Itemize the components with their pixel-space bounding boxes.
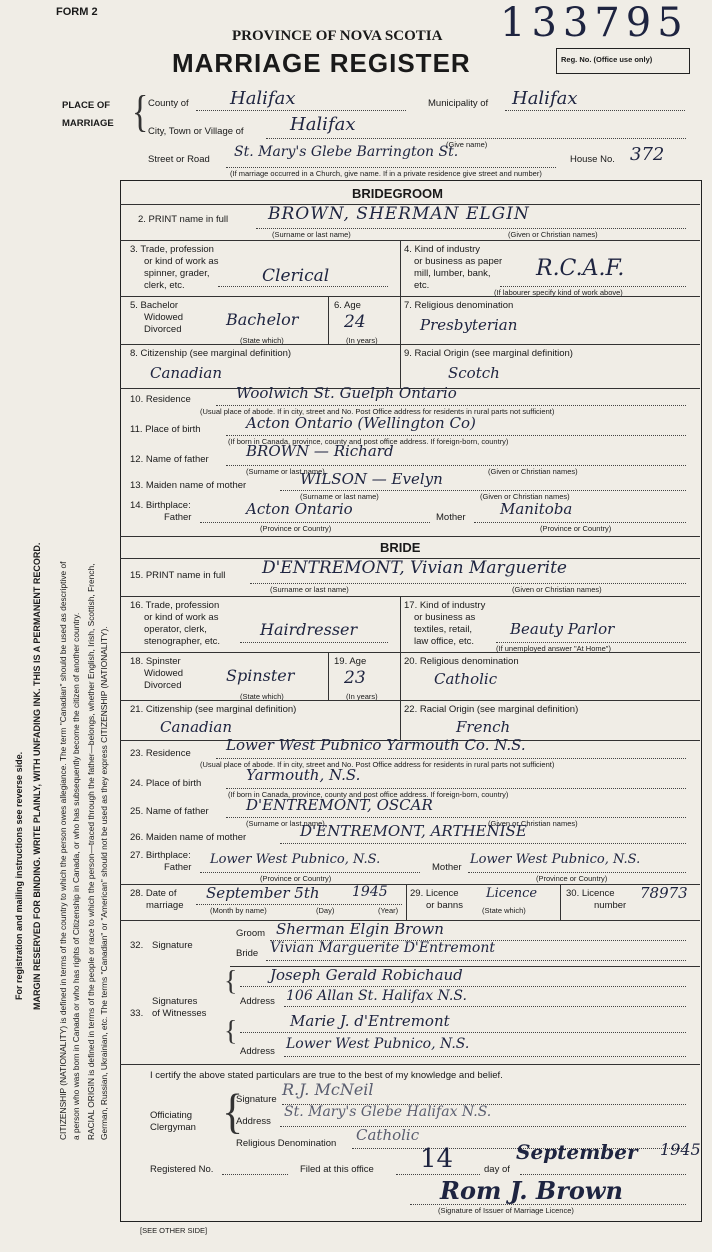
- bride-mother-birth-value: Lower West Pubnico, N.S.: [470, 852, 641, 867]
- form-number: FORM 2: [56, 6, 98, 18]
- gt2: or kind of work as: [144, 256, 219, 267]
- bride-age-hint: (In years): [346, 692, 378, 701]
- groom-religion-value: Presbyterian: [420, 316, 518, 334]
- marriage-date-label: [130, 888, 184, 912]
- bride-father-value: D'ENTREMONT, OSCAR: [246, 796, 433, 814]
- bride-given-hint: (Given or Christian names): [512, 585, 602, 594]
- gml: [280, 490, 686, 491]
- clergy-denomination-label: Religious Denomination: [236, 1138, 337, 1149]
- clergy-address: St. Mary's Glebe Halifax N.S.: [284, 1104, 492, 1120]
- w1l: [240, 986, 686, 987]
- groom-mother-label: 13. Maiden name of mother: [130, 480, 247, 491]
- margin-racial-def: RACIAL ORIGIN is defined in terms of the people or race to which the person—traced through the father—belongs, whether English, Irish, Scottish, French,: [86, 563, 96, 1140]
- md2: marriage: [146, 900, 184, 911]
- fml: [520, 1174, 686, 1175]
- bride-trade-value: Hairdresser: [260, 620, 358, 639]
- county-line: [196, 110, 406, 111]
- bride-citizenship-label: 21. Citizenship (see marginal definition): [130, 704, 297, 715]
- street-label: Street or Road: [148, 154, 210, 165]
- bt1: 16. Trade, profession: [130, 600, 220, 611]
- bi3: textiles, retail,: [414, 624, 473, 635]
- licence-number-label: [566, 888, 626, 912]
- witness2-address-label: Address: [240, 1046, 275, 1057]
- bride-father-label: 25. Name of father: [130, 806, 209, 817]
- licence-state-which: (State which): [482, 906, 526, 915]
- groom-age-label: 6. Age: [334, 300, 361, 311]
- margin-citizenship-def: CITIZENSHIP (NATIONALITY) is defined in terms of the country to which the person owes allegiance. The term "Canadian" should be used as descriptive of: [58, 561, 68, 1140]
- municipality-line: [505, 110, 685, 111]
- margin-racial-def-2: German, Russian, Ukrainian, etc. The terms "Canadian" or "American" should not be used as they express CITIZENSHIP (NATIONALITY).: [99, 626, 109, 1140]
- groom-name-line: [256, 228, 686, 229]
- bi4: law office, etc.: [414, 636, 475, 647]
- clergy-bracket: {: [222, 1084, 244, 1139]
- bride-trade-label: [130, 600, 220, 648]
- bbl: [226, 788, 686, 789]
- gt4: clerk, etc.: [144, 280, 185, 291]
- marriage-label: MARRIAGE: [62, 118, 114, 129]
- groom-residence-label: 10. Residence: [130, 394, 191, 405]
- fdl: [396, 1174, 480, 1175]
- rnl: [222, 1174, 288, 1175]
- r1: [120, 240, 700, 241]
- groom-father-prov-hint: (Province or Country): [260, 524, 332, 533]
- groom-industry-note: (If labourer specify kind of work above): [494, 288, 623, 297]
- r8: [120, 700, 700, 701]
- bride-mother-label: 26. Maiden name of mother: [130, 832, 247, 843]
- groom-name-label: [138, 214, 228, 225]
- groom-status-value: Bachelor: [226, 310, 299, 329]
- licence-type-label: [410, 888, 463, 912]
- bride-mother-value: D'ENTREMONT, ARTHENISE: [300, 822, 527, 840]
- see-other-side: [SEE OTHER SIDE]: [140, 1226, 208, 1235]
- year-hint: (Year): [378, 906, 399, 915]
- place-bracket: {: [132, 88, 149, 137]
- bride-birthplace-note: (If born in Canada, province, county and post office address. If foreign-born, country): [228, 790, 509, 799]
- bs1: 18. Spinster: [130, 656, 181, 667]
- filed-label: Filed at this office: [300, 1164, 374, 1175]
- w1al: [284, 1006, 686, 1007]
- bride-industry-value: Beauty Parlor: [510, 620, 615, 638]
- city-value: Halifax: [290, 114, 356, 135]
- gt1: 3. Trade, profession: [130, 244, 214, 255]
- gbl: [226, 435, 686, 436]
- lt-divider: [560, 884, 561, 920]
- sig-number: 32.: [130, 940, 144, 951]
- groom-citizenship-label: 8. Citizenship (see marginal definition): [130, 348, 292, 359]
- certify-statement: I certify the above stated particulars are true to the best of my knowledge and belief.: [150, 1070, 503, 1081]
- register-number: 133795: [500, 0, 689, 46]
- r7: [120, 652, 700, 653]
- groom-age-hint: (In years): [346, 336, 378, 345]
- bride-father-surname-hint: (Surname or last name): [246, 819, 325, 828]
- bride-residence-value: Lower West Pubnico Yarmouth Co. N.S.: [226, 736, 526, 754]
- bride-father-birth-value: Lower West Pubnico, N.S.: [210, 852, 381, 867]
- groom-father-label: 12. Name of father: [130, 454, 209, 465]
- groom-state-which: (State which): [240, 336, 284, 345]
- groom-industry-label: [404, 244, 502, 292]
- bsl: [266, 960, 686, 961]
- bride-religion-value: Catholic: [434, 670, 498, 688]
- groom-residence-value: Woolwich St. Guelph Ontario: [236, 384, 457, 402]
- groom-mother-birth-label: Mother: [436, 512, 466, 523]
- groom-mother-prov-hint: (Province or Country): [540, 524, 612, 533]
- groom-racial-label: 9. Racial Origin (see marginal definition): [404, 348, 573, 359]
- bride-surname-hint: (Surname or last name): [270, 585, 349, 594]
- r5: [120, 536, 700, 537]
- gs1: 5. Bachelor: [130, 300, 179, 311]
- bride-racial-value: French: [456, 718, 511, 736]
- bride-heading: BRIDE: [380, 540, 421, 555]
- groom-mid-divider: [400, 240, 401, 388]
- bride-name-label: 15. PRINT name in full: [130, 570, 226, 581]
- groom-father-surname-hint: (Surname or last name): [246, 467, 325, 476]
- groom-signature: Sherman Elgin Brown: [276, 920, 444, 938]
- city-label: City, Town or Village of: [148, 126, 244, 137]
- page-title: MARRIAGE REGISTER: [172, 48, 471, 78]
- gfbl: [200, 522, 430, 523]
- bride-birthplace-parents-label: 27. Birthplace:: [130, 850, 191, 861]
- bride-mother-prov-hint: (Province or Country): [536, 874, 608, 883]
- bride-residence-note: (Usual place of abode. If in city, street and No. Post Office address for residents in rural parts not sufficient): [200, 760, 555, 769]
- filed-day: 14: [420, 1144, 454, 1174]
- bridegroom-heading: BRIDEGROOM: [352, 186, 443, 201]
- margin-citizenship-def-2: a person who was born in Canada or who has rights of Citizenship in Canada, or who has subsequently become the citizen of another country.: [71, 612, 81, 1140]
- r13: [120, 1064, 700, 1065]
- ln1: 30. Licence: [566, 888, 615, 899]
- bride-residence-label: 23. Residence: [130, 748, 191, 759]
- issuer-label: (Signature of Issuer of Marriage Licence): [438, 1206, 574, 1215]
- gtl: [218, 286, 388, 287]
- groom-citizenship-value: Canadian: [150, 364, 223, 382]
- witness2-address: Lower West Pubnico, N.S.: [286, 1036, 470, 1052]
- gfl: [226, 465, 686, 466]
- mdl: [196, 904, 402, 905]
- bride-racial-label: 22. Racial Origin (see marginal definition): [404, 704, 579, 715]
- r3: [120, 344, 700, 345]
- cal: [280, 1126, 686, 1127]
- bride-age-label: 19. Age: [334, 656, 367, 667]
- reg-no-box: [556, 48, 690, 74]
- filed-month: September: [516, 1140, 638, 1164]
- bs3: Divorced: [144, 680, 182, 691]
- bil: [496, 642, 686, 643]
- groom-father-value: BROWN — Richard: [246, 442, 394, 460]
- main-form-box: [120, 180, 702, 1222]
- groom-trade-label: [130, 244, 218, 292]
- bi2: or business as: [414, 612, 476, 623]
- street-line: [226, 167, 556, 168]
- bride-father-birth-label: Father: [164, 862, 192, 873]
- bride-sig-label: Bride: [236, 948, 259, 959]
- bride-age-divider: [328, 652, 329, 700]
- lt2: or banns: [426, 900, 463, 911]
- house-no-label: House No.: [570, 154, 615, 165]
- city-line: [266, 138, 686, 139]
- ln2: number: [594, 900, 627, 911]
- municipality-value: Halifax: [512, 88, 578, 109]
- witness2-signature: Marie J. d'Entremont: [290, 1012, 450, 1030]
- groom-birthplace-parents-label: 14. Birthplace:: [130, 500, 191, 511]
- filed-year: 1945: [660, 1140, 701, 1159]
- bride-mother-birth-label: Mother: [432, 862, 462, 873]
- bs2: Widowed: [144, 668, 184, 679]
- registered-no-label: Registered No.: [150, 1164, 214, 1175]
- gi1: 4. Kind of industry: [404, 244, 481, 255]
- oc2: Clergyman: [150, 1122, 196, 1133]
- bride-mid-divider: [400, 596, 401, 740]
- bfbl: [200, 872, 420, 873]
- groom-age-value: 24: [344, 312, 366, 332]
- gs3: Divorced: [144, 324, 182, 335]
- bride-father-prov-hint: (Province or Country): [260, 874, 332, 883]
- bride-industry-note: (If unemployed answer "At Home"): [496, 644, 611, 653]
- groom-sig-label: Groom: [236, 928, 266, 939]
- oc1: Officiating: [150, 1110, 193, 1121]
- groom-trade-value: Clerical: [262, 266, 330, 286]
- groom-status-label: [130, 300, 183, 336]
- witnesses-label: [152, 996, 206, 1020]
- bride-citizenship-value: Canadian: [160, 718, 233, 736]
- bride-name-value: D'ENTREMONT, Vivian Marguerite: [262, 558, 567, 578]
- clergy-signature-label: Signature: [236, 1094, 277, 1105]
- groom-father-birth-value: Acton Ontario: [246, 500, 353, 518]
- gmbl: [474, 522, 686, 523]
- groom-father-birth-label: Father: [164, 512, 192, 523]
- clergy-denomination: Catholic: [356, 1126, 420, 1144]
- witness1-signature: Joseph Gerald Robichaud: [270, 966, 463, 984]
- month-hint: (Month by name): [210, 906, 267, 915]
- bride-birthplace-label: 24. Place of birth: [130, 778, 202, 789]
- isl: [410, 1204, 686, 1205]
- groom-given-hint: (Given or Christian names): [508, 230, 598, 239]
- brl: [216, 758, 686, 759]
- street-note: (If marriage occurred in a Church, give name. If in a private residence give street and number): [230, 169, 542, 178]
- marriage-year-value: 1945: [352, 884, 388, 900]
- margin-binding-notice: MARGIN RESERVED FOR BINDING. WRITE PLAINLY, WITH UNFADING INK. THIS IS A PERMANENT RECORD.: [32, 542, 42, 1010]
- bi1: 17. Kind of industry: [404, 600, 486, 611]
- place-of-label: PLACE OF: [62, 100, 111, 111]
- bride-industry-label: [404, 600, 485, 648]
- gi4: etc.: [414, 280, 430, 291]
- bml: [280, 843, 686, 844]
- witnesses-number: 33.: [130, 1008, 144, 1019]
- groom-father-given-hint: (Given or Christian names): [488, 467, 578, 476]
- officiating-clergyman-label: [150, 1110, 196, 1134]
- bmbl: [468, 872, 686, 873]
- bride-religion-label: 20. Religious denomination: [404, 656, 519, 667]
- bt3: operator, clerk,: [144, 624, 207, 635]
- witness1-address-label: Address: [240, 996, 275, 1007]
- lt1: 29. Licence: [410, 888, 459, 899]
- w2al: [284, 1056, 686, 1057]
- gi3: mill, lumber, bank,: [414, 268, 491, 279]
- groom-racial-value: Scotch: [448, 364, 500, 382]
- bride-signature: Vivian Marguerite D'Entremont: [270, 940, 495, 956]
- grl: [216, 405, 686, 406]
- r6: [120, 596, 700, 597]
- county-label: County of: [148, 98, 189, 109]
- groom-residence-note: (Usual place of abode. If in city, street and No. Post Office address for residents in rural parts not sufficient): [200, 407, 555, 416]
- groom-birthplace-label: 11. Place of birth: [130, 424, 201, 435]
- issuer-signature: Rom J. Brown: [440, 1176, 623, 1205]
- groom-birthplace-value: Acton Ontario (Wellington Co): [246, 414, 476, 432]
- groom-mother-birth-value: Manitoba: [500, 500, 573, 518]
- municipality-label: Municipality of: [428, 98, 489, 109]
- wl2: of Witnesses: [152, 1008, 207, 1019]
- gi2: or business as paper: [414, 256, 503, 267]
- groom-religion-label: 7. Religious denomination: [404, 300, 514, 311]
- gt3: spinner, grader,: [144, 268, 210, 279]
- bride-birthplace-value: Yarmouth, N.S.: [246, 766, 361, 784]
- r2: [120, 296, 700, 297]
- county-value: Halifax: [230, 88, 296, 109]
- w2l: [240, 1032, 686, 1033]
- reg-no-box-label: Reg. No. (Office use only): [561, 55, 653, 64]
- day-hint: (Day): [316, 906, 335, 915]
- bride-status-label: [130, 656, 183, 692]
- witness-bracket-1: {: [224, 966, 238, 997]
- house-no-value: 372: [630, 144, 665, 165]
- clergy-address-label: Address: [236, 1116, 271, 1127]
- groom-age-divider: [328, 296, 329, 344]
- witness-bracket-2: {: [224, 1016, 238, 1047]
- bfl: [226, 817, 686, 818]
- clergy-signature: R.J. McNeil: [282, 1080, 374, 1099]
- bride-age-value: 23: [344, 668, 366, 688]
- md1: 28. Date of: [130, 888, 177, 899]
- province-heading: PROVINCE OF NOVA SCOTIA: [232, 28, 443, 44]
- licence-number-value: 78973: [640, 884, 688, 902]
- groom-name-value: BROWN, SHERMAN ELGIN: [268, 204, 530, 224]
- groom-mother-value: WILSON — Evelyn: [300, 470, 443, 488]
- bride-father-given-hint: (Given or Christian names): [488, 819, 578, 828]
- gs2: Widowed: [144, 312, 184, 323]
- groom-name-label-text: 2. PRINT name in full: [138, 214, 229, 225]
- licence-type-value: Licence: [486, 886, 538, 901]
- groom-birthplace-note: (If born in Canada, province, county and post office address. If foreign-born, country): [228, 437, 509, 446]
- bt2: or kind of work as: [144, 612, 219, 623]
- bnl: [250, 583, 686, 584]
- marriage-date-value: September 5th: [206, 884, 320, 902]
- witness1-address: 106 Allan St. Halifax N.S.: [286, 988, 467, 1004]
- groom-mother-given-hint: (Given or Christian names): [480, 492, 570, 501]
- bt4: stenographer, etc.: [144, 636, 221, 647]
- md-divider: [406, 884, 407, 920]
- groom-mother-surname-hint: (Surname or last name): [300, 492, 379, 501]
- groom-surname-hint: (Surname or last name): [272, 230, 351, 239]
- bride-state-which: (State which): [240, 692, 284, 701]
- give-name-hint: (Give name): [446, 140, 488, 149]
- btl: [240, 642, 388, 643]
- day-of-label: day of: [484, 1164, 510, 1175]
- margin-instructions: For registration and mailing instructions see reverse side.: [14, 751, 24, 1000]
- bride-status-value: Spinster: [226, 666, 295, 685]
- sig-label: Signature: [152, 940, 193, 951]
- gil: [500, 286, 686, 287]
- street-value: St. Mary's Glebe Barrington St.: [234, 144, 459, 160]
- groom-industry-value: R.C.A.F.: [536, 256, 625, 281]
- wl1: Signatures: [152, 996, 198, 1007]
